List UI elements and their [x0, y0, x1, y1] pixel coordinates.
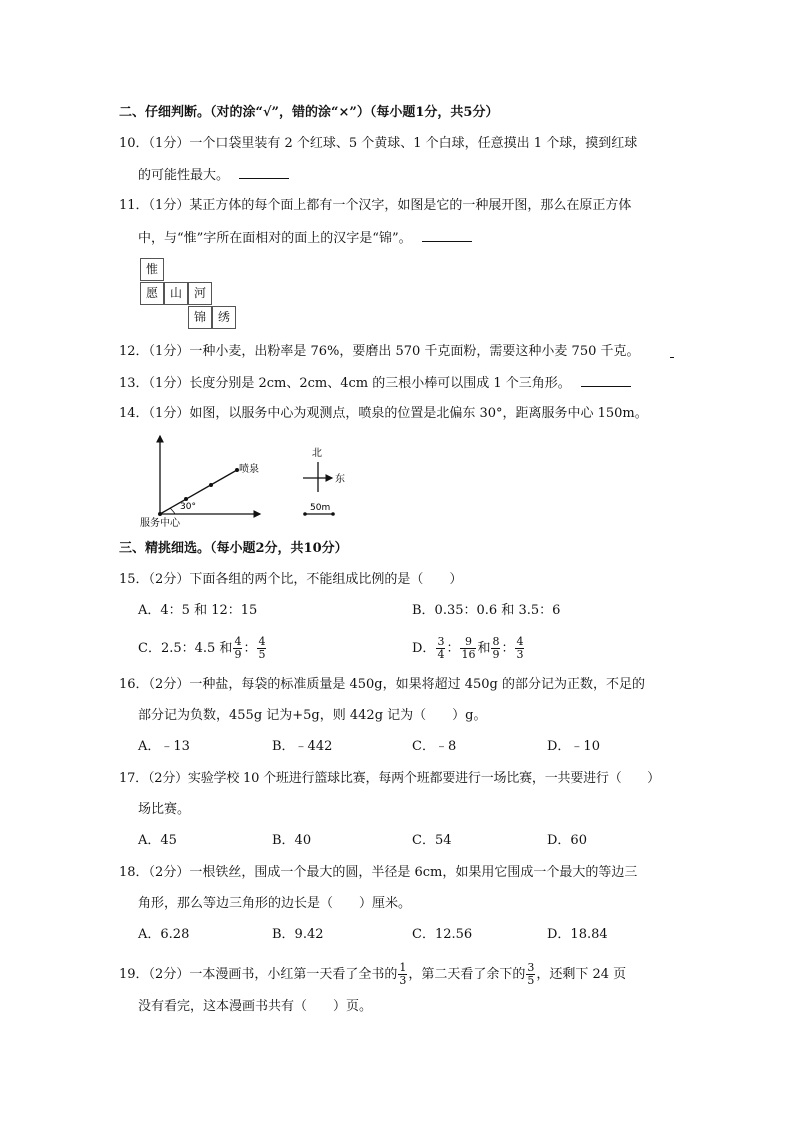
fraction: $\frac{8}{9}$ — [492, 635, 500, 661]
option-text: C．2.5：4.5 和 — [138, 641, 233, 656]
q17-option-d[interactable]: D．60 — [547, 833, 587, 848]
net-cell: 锦 — [188, 306, 212, 329]
q16-line2: 部分记为负数，455g 记为+5g，则 442g 记为（ ）g。 — [138, 708, 487, 723]
angle-arc — [170, 508, 175, 514]
q19-line2: 没有看完，这本漫画书共有（ ）页。 — [138, 999, 373, 1014]
q18-line2: 角形，那么等边三角形的边长是（ ）厘米。 — [138, 896, 412, 911]
q19-line1 — [119, 962, 626, 987]
section-2-title: 二、仔细判断。（对的涂“√”，错的涂“×”）（每小题1分，共5分） — [119, 105, 499, 120]
fraction: $\frac{4}{3}$ — [516, 635, 524, 661]
q17-option-c[interactable]: C．54 — [412, 833, 452, 848]
north-label: 北 — [312, 448, 322, 459]
scale-dot — [209, 483, 213, 487]
net-cell: 绣 — [212, 306, 236, 329]
net-cell: 河 — [188, 282, 212, 305]
q16-option-d[interactable]: D．﹣10 — [547, 739, 600, 754]
q11-text: 中，与“惟”字所在面相对的面上的汉字是“锦”。 — [138, 231, 412, 246]
q15-option-c[interactable] — [138, 636, 267, 661]
fountain-ray — [160, 470, 237, 514]
east-label: 东 — [335, 474, 345, 485]
direction-diagram — [138, 430, 368, 530]
q10-text: 的可能性最大。 — [138, 168, 230, 183]
q16-option-c[interactable]: C．﹣8 — [412, 739, 457, 754]
fountain-label: 喷泉 — [239, 464, 259, 475]
q15-line1: 15．（2分）下面各组的两个比，不能组成比例的是（ ） — [119, 572, 463, 587]
fraction: $\frac{3}{4}$ — [437, 635, 445, 661]
net-cell: 惟 — [140, 258, 164, 281]
q17-option-a[interactable]: A．45 — [138, 833, 177, 848]
scale-label: 50m — [310, 503, 331, 513]
answer-blank[interactable] — [670, 357, 674, 358]
scale-end — [303, 512, 307, 516]
q14-line1: 14．（1分）如图，以服务中心为观测点，喷泉的位置是北偏东 30°，距离服务中心 150m。 — [119, 406, 648, 421]
fraction: $\frac{3}{5}$ — [527, 961, 535, 987]
q17-line2: 场比赛。 — [138, 802, 191, 817]
q19-text: ，第二天看了余下的 — [408, 967, 526, 982]
option-text: D． — [412, 641, 436, 656]
cube-net — [140, 258, 240, 330]
q10-line1: 10．（1分）一个口袋里装有 2 个红球、5 个黄球、1 个白球，任意摸出 1 个球，摸到红球 — [119, 136, 638, 151]
fraction: $\frac{4}{9}$ — [234, 635, 242, 661]
scale-dot — [184, 497, 188, 501]
fraction: $\frac{9}{16}$ — [461, 635, 476, 661]
q15-option-b[interactable]: B．0.35：0.6 和 3.5：6 — [412, 603, 561, 618]
angle-label: 30° — [180, 502, 196, 512]
q13-line1 — [119, 374, 631, 393]
q18-option-d[interactable]: D．18.84 — [547, 927, 608, 942]
q17-option-b[interactable]: B．40 — [272, 833, 312, 848]
colon: ： — [243, 641, 257, 656]
scale-end — [331, 512, 335, 516]
center-label: 服务中心 — [140, 518, 180, 529]
q11-line2 — [138, 229, 472, 248]
net-cell: 愿 — [140, 282, 164, 305]
q16-option-b[interactable]: B．﹣442 — [272, 739, 333, 754]
fraction: $\frac{4}{5}$ — [258, 635, 266, 661]
net-cell: 山 — [164, 282, 188, 305]
q19-text: ，还剩下 24 页 — [536, 967, 627, 982]
answer-blank[interactable] — [239, 166, 289, 179]
q18-option-b[interactable]: B．9.42 — [272, 927, 324, 942]
q13-text: 13．（1分）长度分别是 2cm、2cm、4cm 的三根小棒可以围成 1 个三角形。 — [119, 376, 571, 391]
section-3-title: 三、精挑细选。（每小题2分，共10分） — [119, 541, 348, 556]
q17-line1: 17．（2分）实验学校 10 个班进行篮球比赛，每两个班都要进行一场比赛，一共要进行（ ） — [119, 771, 660, 786]
q11-line1: 11．（1分）某正方体的每个面上都有一个汉字，如图是它的一种展开图，那么在原正方体 — [119, 198, 632, 213]
center-dot — [158, 512, 162, 516]
q15-option-a[interactable]: A．4：5 和 12：15 — [138, 603, 258, 618]
q16-option-a[interactable]: A．﹣13 — [138, 739, 190, 754]
answer-blank[interactable] — [422, 229, 472, 242]
q15-option-d[interactable]: D． $\frac{3}{4}$ ： $\frac{9}{16}$ 和 $\frac{8}{9}$ ： $\frac{4}{3}$ — [412, 635, 524, 661]
answer-blank[interactable] — [581, 374, 631, 387]
q10-line2 — [138, 166, 289, 185]
q19-text: 19．（2分）一本漫画书，小红第一天看了全书的 — [119, 967, 398, 982]
q18-line1: 18．（2分）一根铁丝，围成一个最大的圆，半径是 6cm，如果用它围成一个最大的等边三 — [119, 865, 638, 880]
q16-line1: 16．（2分）一种盐，每袋的标准质量是 450g，如果将超过 450g 的部分记为正数，不足的 — [119, 677, 645, 692]
q18-option-a[interactable]: A．6.28 — [138, 927, 190, 942]
q12-line1: 12．（1分）一种小麦，出粉率是 76%，要磨出 570 千克面粉，需要这种小麦 750 千克。 — [119, 344, 640, 359]
q18-option-c[interactable]: C．12.56 — [412, 927, 473, 942]
fraction: $\frac{1}{3}$ — [399, 961, 407, 987]
